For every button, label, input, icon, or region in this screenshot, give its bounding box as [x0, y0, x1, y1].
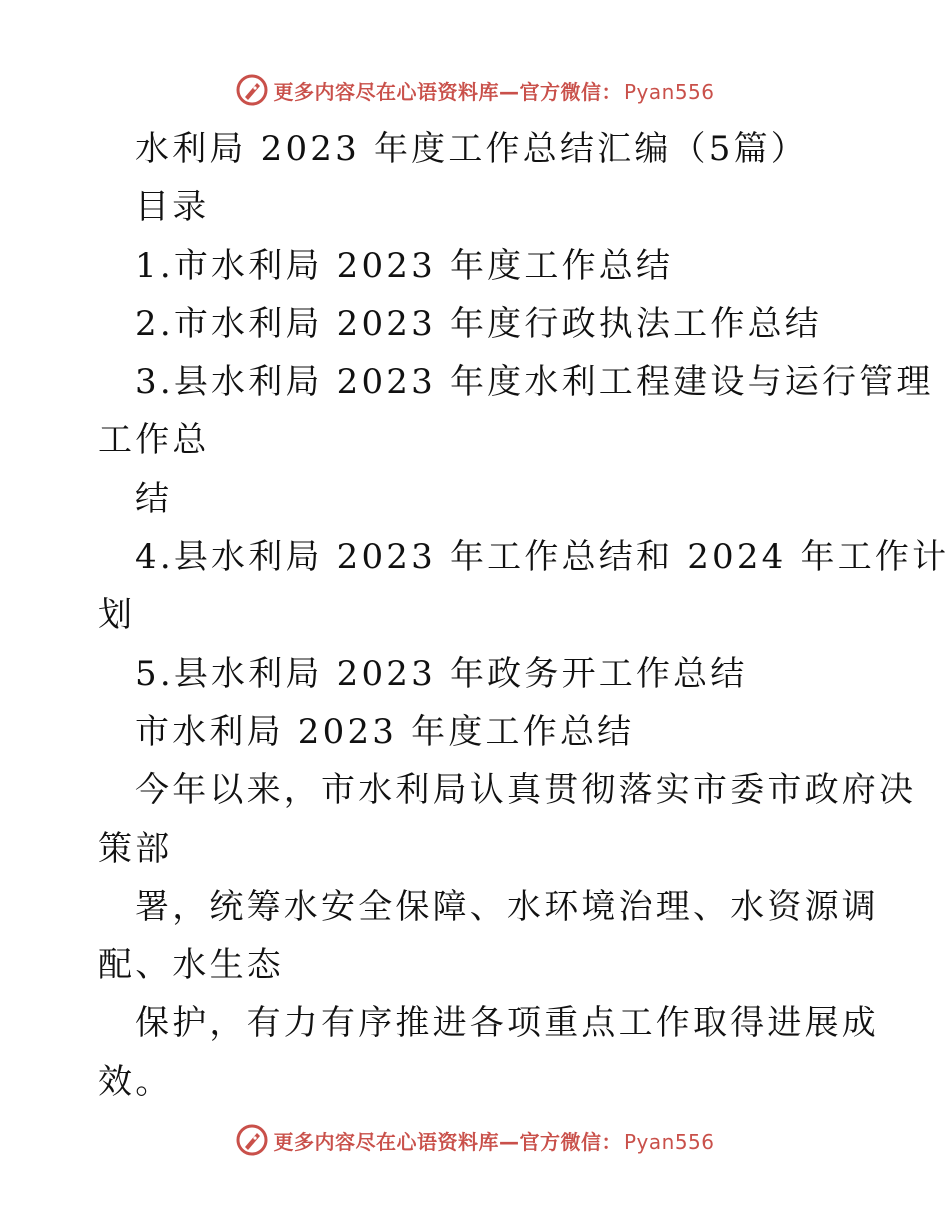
toc-item-3-cont: 工作总 — [98, 420, 210, 461]
watermark-text: 更多内容尽在心语资料库—官方微信： Pyan556 — [273, 79, 715, 104]
paragraph-line: 配、水生态 — [98, 945, 284, 986]
toc-item-5: 5.县水利局 2023 年政务开工作总结 — [135, 653, 748, 694]
footer-watermark — [0, 1120, 950, 1160]
pen-nib-logo-icon — [235, 73, 269, 107]
watermark-id: Pyan556 — [623, 1129, 715, 1154]
paragraph-line: 策部 — [98, 828, 173, 869]
watermark-text: 更多内容尽在心语资料库—官方微信： Pyan556 — [273, 1129, 715, 1154]
pen-nib-logo-icon — [235, 1123, 269, 1157]
toc-item-3-cont-2: 结 — [135, 478, 173, 519]
section-title: 市水利局 2023 年度工作总结 — [135, 711, 635, 752]
document-body — [98, 120, 950, 1111]
doc-title: 水利局 2023 年度工作总结汇编（5篇） — [135, 129, 808, 169]
paragraph-line: 效。 — [98, 1061, 173, 1102]
toc-item-3: 3.县水利局 2023 年度水利工程建设与运行管理 — [135, 362, 934, 403]
toc-heading: 目录 — [135, 187, 210, 228]
paragraph-line: 今年以来，市水利局认真贯彻落实市委市政府决 — [135, 770, 917, 811]
paragraph-line: 保护，有力有序推进各项重点工作取得进展成 — [135, 1003, 879, 1044]
watermark-id: Pyan556 — [623, 79, 715, 104]
toc-item-2: 2.市水利局 2023 年度行政执法工作总结 — [135, 303, 822, 344]
header-watermark — [0, 70, 950, 110]
paragraph-line: 署，统筹水安全保障、水环境治理、水资源调 — [135, 886, 879, 927]
toc-item-1: 1.市水利局 2023 年度工作总结 — [135, 245, 674, 286]
toc-item-4-cont: 划 — [98, 595, 136, 636]
toc-item-4: 4.县水利局 2023 年工作总结和 2024 年工作计 — [135, 537, 950, 578]
